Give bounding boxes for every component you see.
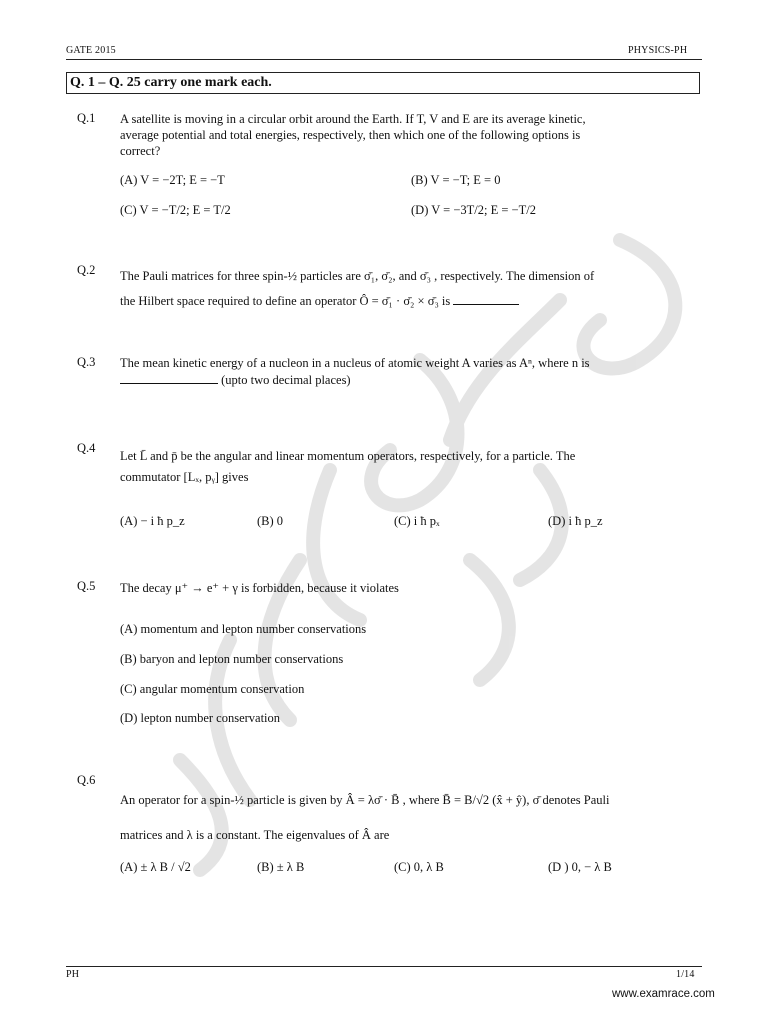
option-b: (B) V = −T; E = 0 <box>411 173 501 187</box>
option-b: (B) baryon and lepton number conservations <box>120 652 344 666</box>
header-paper-code: PHYSICS-PH <box>628 45 688 56</box>
question-number: Q.5 <box>77 579 96 593</box>
text-line: An operator for a spin-½ particle is given by Â = λσ̄ · B̄ , where B̄ = B/√2 (x̂ + ŷ), σ̄ denotes Pauli <box>120 793 610 807</box>
option-c: (C) i ħ pₓ <box>394 514 440 528</box>
option-a: (A) − i ħ p_z <box>120 514 185 528</box>
option-d: (D ) 0, − λ B <box>548 860 612 874</box>
question-5-text <box>120 580 680 596</box>
question-3-text <box>120 355 680 388</box>
question-number: Q.4 <box>77 441 96 455</box>
footer-page-number: 1/14 <box>676 969 695 980</box>
option-d: (D) V = −3T/2; E = −T/2 <box>411 203 536 217</box>
text-line <box>120 289 680 314</box>
option-d: (D) lepton number conservation <box>120 711 281 725</box>
text-line: commutator [Lₓ, pᵧ] gives <box>120 470 249 484</box>
question-4-text <box>120 446 680 488</box>
text-line-content: the Hilbert space required to define an operator Ô = σ̄₁ · σ̄₂ × σ̄₃ is <box>120 294 451 308</box>
option-a: (A) V = −2T; E = −T <box>120 173 225 187</box>
option-c: (C) V = −T/2; E = T/2 <box>120 203 231 217</box>
question-number: Q.2 <box>77 263 96 277</box>
question-6-text <box>120 783 680 853</box>
answer-blank <box>120 371 218 384</box>
text-line: average potential and total energies, respectively, then which one of the following options is <box>120 128 581 142</box>
text-line: The decay μ⁺ → e⁺ + γ is forbidden, because it violates <box>120 581 399 595</box>
header-divider <box>66 59 702 60</box>
option-d: (D) i ħ p_z <box>548 514 603 528</box>
footer-divider <box>66 966 702 967</box>
question-number: Q.1 <box>77 111 96 125</box>
text-line-content: (upto two decimal places) <box>221 373 351 387</box>
option-b: (B) ± λ B <box>257 860 305 874</box>
text-line <box>120 371 680 388</box>
option-c: (C) 0, λ B <box>394 860 444 874</box>
option-a: (A) ± λ B / √2 <box>120 860 191 874</box>
text-line: Let L̄ and p̄ be the angular and linear momentum operators, respectively, for a particle. The <box>120 449 576 463</box>
text-line: correct? <box>120 144 161 158</box>
header-exam-name: GATE 2015 <box>66 45 116 56</box>
section-title: Q. 1 – Q. 25 carry one mark each. <box>66 72 700 94</box>
text-line: The mean kinetic energy of a nucleon in a nucleus of atomic weight A varies as Aⁿ, where n is <box>120 356 590 370</box>
text-line: A satellite is moving in a circular orbit around the Earth. If T, V and E are its average kinetic, <box>120 112 586 126</box>
option-c: (C) angular momentum conservation <box>120 682 305 696</box>
question-2-text <box>120 264 680 314</box>
option-a: (A) momentum and lepton number conservations <box>120 622 367 636</box>
question-number: Q.6 <box>77 773 96 787</box>
footer-paper-code: PH <box>66 969 80 980</box>
answer-blank <box>453 292 519 305</box>
question-1-text <box>120 111 680 159</box>
footer-website: www.examrace.com <box>612 988 715 1000</box>
text-line: matrices and λ is a constant. The eigenvalues of Â are <box>120 828 390 842</box>
option-b: (B) 0 <box>257 514 284 528</box>
question-number: Q.3 <box>77 355 96 369</box>
text-line: The Pauli matrices for three spin-½ particles are σ̄₁, σ̄₂, and σ̄₃ , respectively. The dimension of <box>120 269 595 283</box>
